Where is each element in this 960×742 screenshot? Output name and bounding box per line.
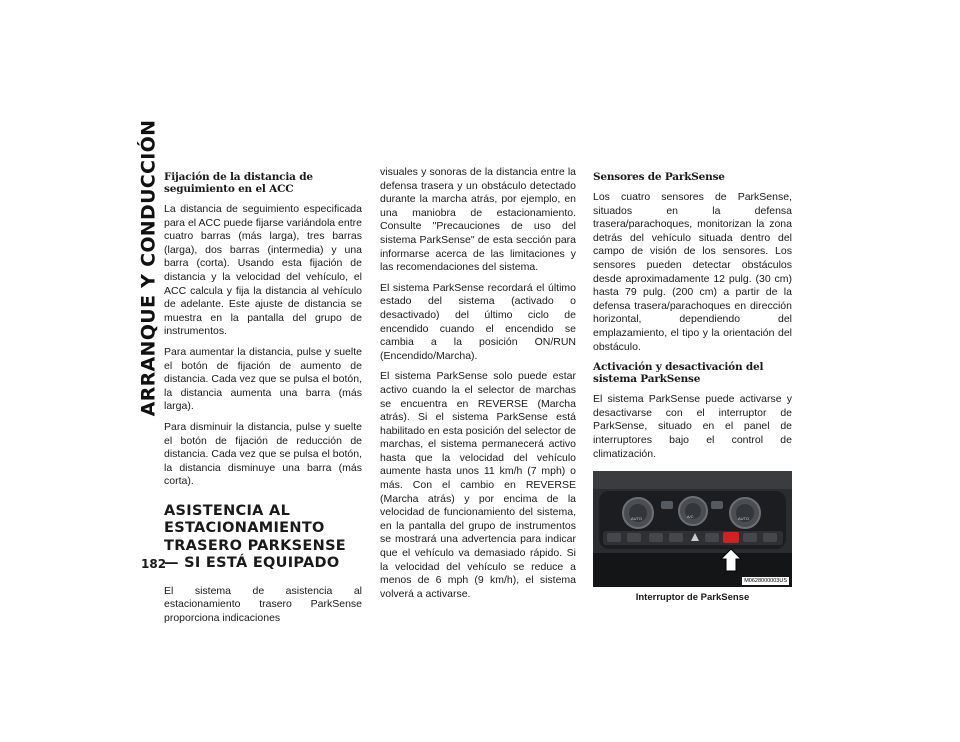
chapter-side-tab <box>136 119 160 417</box>
column-1 <box>164 171 362 633</box>
paragraph: El sistema ParkSense recordará el último estado del sistema (activado o desactivado) del último ciclo de encendido cuando el encendido se cambia a la posición ON/RUN (Encendido/Marcha). <box>380 281 576 362</box>
paragraph: La distancia de seguimiento especificada para el ACC puede fijarse variándola entre cuatro barras (más larga), tres barras (larga), dos barras (intermedia) y una barra (corta). Usando esta fijación de distancia y la velocidad del vehículo, el ACC calcula y fija la distancia al vehículo de adelante. Este ajuste de distancia se muestra en la pantalla del grupo de instrumentos. <box>164 203 362 338</box>
paragraph: Para aumentar la distancia, pulse y suelte el botón de fijación de aumento de distancia. Cada vez que se pulsa el botón, la distancia aumenta una barra (más larga). <box>164 345 362 413</box>
heading-parksense-sensors: Sensores de ParkSense <box>593 171 725 183</box>
climate-panel-illustration <box>593 471 792 587</box>
chapter-title: ARRANQUE Y CONDUCCIÓN <box>137 119 159 417</box>
figure-id: M0628000003US <box>744 578 787 585</box>
label-auto-left: AUTO <box>631 516 643 522</box>
column-3 <box>593 171 792 605</box>
figure-caption: Interruptor de ParkSense <box>635 592 750 604</box>
section-title-parksense: ASISTENCIA AL ESTACIONAMIENTO TRASERO PARKSENSE — SI ESTÁ EQUIPADO <box>164 502 347 572</box>
page-number: 182 <box>141 557 167 571</box>
paragraph: El sistema ParkSense puede activarse y desactivarse con el interruptor de ParkSense, situado en el panel de interruptores bajo el control de climatización. <box>593 393 792 460</box>
heading-parksense-activation: Activación y desactivación del sistema ParkSense <box>593 361 764 386</box>
label-auto-right: AUTO <box>738 516 750 522</box>
parksense-switch-figure <box>593 471 792 587</box>
paragraph: visuales y sonoras de la distancia entre la defensa trasera y un obstáculo detectado durante la marcha atrás, por ejemplo, en una maniobra de estacionamiento. Consulte "Precauciones de uso del sistema ParkSense" de esta sección para informarse acerca de las limitaciones y las recomendaciones del sistema. <box>380 166 576 274</box>
column-2 <box>380 166 576 608</box>
paragraph: Para disminuir la distancia, pulse y suelte el botón de fijación de reducción de distancia. Cada vez que se pulsa el botón, la distancia disminuye una barra (más corta). <box>164 420 362 488</box>
paragraph: El sistema de asistencia al estacionamiento trasero ParkSense proporciona indicaciones <box>164 584 362 625</box>
paragraph: Los cuatro sensores de ParkSense, situados en la defensa trasera/parachoques, monitorizan la zona detrás del vehículo situada dentro del campo de visión de los sensores. Los sensores pueden detectar obstáculos desde aproximadamente 12 pulg. (30 cm) hasta 79 pulg. (200 cm) a partir de la defensa trasera/parachoques en dirección horizontal, dependiendo del emplazamiento, el tipo y la orientación del obstáculo. <box>593 191 792 353</box>
paragraph: El sistema ParkSense solo puede estar activo cuando la el selector de marchas se encuentra en REVERSE (Marcha atrás). Si el sistema ParkSense está habilitado en esta posición del selector de marchas, el sistema permanecerá activo hasta que la velocidad del vehículo aumente hasta unos 11 km/h (7 mph) o más. Con el cambio en REVERSE (Marcha atrás) y por encima de la velocidad de funcionamiento del sistema, en la pantalla del grupo de instrumentos se mostrará una advertencia para indicar que el vehículo va demasiado rápido. Si la velocidad del vehículo se reduce a menos de 6 mph (9 km/h), el sistema volverá a activarse. <box>380 370 576 600</box>
heading-acc-distance: Fijación de la distancia de seguimiento en el ACC <box>164 171 313 195</box>
label-ac: A/C <box>687 514 694 520</box>
